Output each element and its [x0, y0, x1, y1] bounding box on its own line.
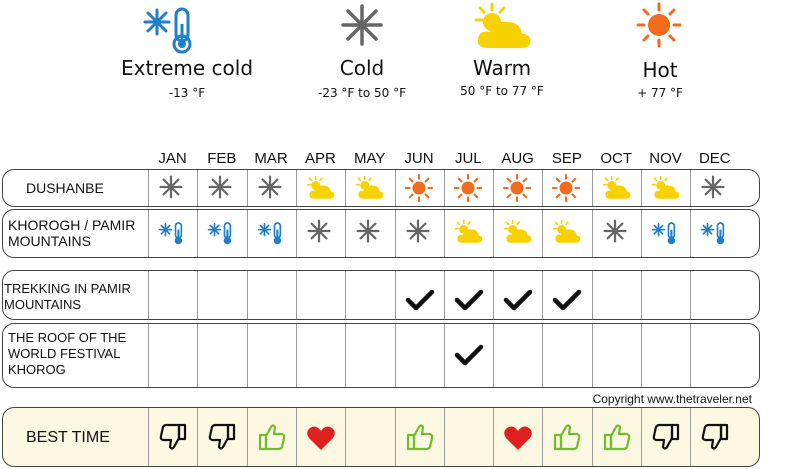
- column-divider: [197, 324, 198, 387]
- column-divider: [197, 210, 198, 257]
- legend-cold-range: -23 °F to 50 °F: [318, 86, 406, 100]
- legend-cold-title: Cold: [339, 56, 385, 80]
- month-header-mar: MAR: [254, 150, 288, 167]
- column-divider: [690, 271, 691, 319]
- extreme-cold-icon: [207, 218, 237, 253]
- sun-icon: [405, 174, 433, 207]
- column-divider: [148, 324, 149, 387]
- snowflake-icon: [602, 218, 628, 249]
- column-divider: [345, 408, 346, 466]
- column-divider: [345, 170, 346, 206]
- sun-icon: [454, 174, 482, 207]
- snowflake-icon: [257, 174, 283, 205]
- month-header-sep: SEP: [551, 150, 582, 167]
- column-divider: [296, 210, 297, 257]
- sun-icon: [503, 174, 531, 207]
- sun-cloud-icon: [651, 174, 681, 209]
- legend-hot-title: Hot: [642, 58, 678, 82]
- column-divider: [148, 271, 149, 319]
- column-divider: [197, 271, 198, 319]
- month-header-jul: JUL: [454, 150, 482, 167]
- sun-cloud-icon: [602, 174, 632, 209]
- column-divider: [395, 170, 396, 206]
- sun-cloud-icon: [470, 2, 534, 54]
- legend-warm-range: 50 °F to 77 °F: [460, 84, 544, 98]
- snowflake-icon: [207, 174, 233, 205]
- column-divider: [641, 324, 642, 387]
- checkmark-icon: [454, 343, 484, 372]
- column-divider: [345, 324, 346, 387]
- sun-cloud-icon: [306, 174, 336, 209]
- month-header-nov: NOV: [649, 150, 682, 167]
- checkmark-icon: [454, 288, 484, 317]
- snowflake-icon: [405, 218, 431, 249]
- column-divider: [542, 170, 543, 206]
- snowflake-icon: [700, 174, 726, 205]
- column-divider: [296, 408, 297, 466]
- column-divider: [197, 170, 198, 206]
- panel-best-time: [2, 407, 760, 467]
- column-divider: [592, 210, 593, 257]
- legend-extreme-cold-title: Extreme cold: [120, 56, 254, 80]
- column-divider: [444, 170, 445, 206]
- column-divider: [444, 210, 445, 257]
- column-divider: [542, 210, 543, 257]
- legend-hot-range: + 77 °F: [637, 86, 683, 100]
- column-divider: [641, 210, 642, 257]
- legend-warm-title: Warm: [472, 56, 532, 80]
- extreme-cold-icon: [651, 218, 681, 253]
- column-divider: [296, 271, 297, 319]
- column-divider: [395, 210, 396, 257]
- column-divider: [493, 408, 494, 466]
- column-divider: [247, 271, 248, 319]
- legend-extreme-cold-range: -13 °F: [168, 86, 206, 100]
- month-header-oct: OCT: [600, 150, 633, 167]
- column-divider: [690, 170, 691, 206]
- month-header-apr: APR: [304, 150, 336, 167]
- sun-icon: [552, 174, 580, 207]
- heart-icon: [306, 424, 336, 457]
- column-divider: [148, 408, 149, 466]
- sun-icon: [636, 2, 682, 48]
- snowflake-icon: [355, 218, 381, 249]
- extreme-cold-icon: [143, 6, 199, 54]
- column-divider: [493, 170, 494, 206]
- sun-cloud-icon: [454, 218, 484, 253]
- extreme-cold-icon: [257, 218, 287, 253]
- column-divider: [148, 170, 149, 206]
- column-divider: [542, 324, 543, 387]
- column-divider: [592, 271, 593, 319]
- column-divider: [395, 271, 396, 319]
- column-divider: [247, 210, 248, 257]
- column-divider: [641, 408, 642, 466]
- copyright-text: Copyright www.thetraveler.net: [592, 392, 752, 406]
- extreme-cold-icon: [700, 218, 730, 253]
- thumbs-up-icon: [552, 422, 582, 457]
- column-divider: [345, 210, 346, 257]
- checkmark-icon: [552, 288, 582, 317]
- column-divider: [493, 210, 494, 257]
- column-divider: [247, 324, 248, 387]
- thumbs-up-icon: [405, 422, 435, 457]
- row-label-festival: THE ROOF OF THE WORLD FESTIVAL KHOROG: [8, 330, 127, 377]
- sun-cloud-icon: [552, 218, 582, 253]
- month-header-may: MAY: [353, 150, 386, 167]
- month-header-dec: DEC: [698, 150, 731, 167]
- sun-cloud-icon: [503, 218, 533, 253]
- column-divider: [592, 170, 593, 206]
- thumbs-up-icon: [257, 422, 287, 457]
- column-divider: [247, 408, 248, 466]
- column-divider: [296, 170, 297, 206]
- column-divider: [592, 408, 593, 466]
- column-divider: [444, 408, 445, 466]
- snowflake-icon: [306, 218, 332, 249]
- column-divider: [296, 324, 297, 387]
- row-label-best-time: BEST TIME: [26, 429, 110, 446]
- column-divider: [641, 271, 642, 319]
- extreme-cold-icon: [158, 218, 188, 253]
- row-label-khorogh: KHOROGH / PAMIR MOUNTAINS: [8, 217, 136, 249]
- sun-cloud-icon: [355, 174, 385, 209]
- column-divider: [542, 271, 543, 319]
- column-divider: [395, 408, 396, 466]
- column-divider: [395, 324, 396, 387]
- column-divider: [493, 324, 494, 387]
- row-label-dushanbe: DUSHANBE: [26, 180, 104, 196]
- column-divider: [592, 324, 593, 387]
- thumbs-down-icon: [207, 422, 237, 457]
- column-divider: [542, 408, 543, 466]
- column-divider: [690, 408, 691, 466]
- checkmark-icon: [503, 288, 533, 317]
- thumbs-down-icon: [700, 422, 730, 457]
- snowflake-icon: [158, 174, 184, 205]
- thumbs-down-icon: [651, 422, 681, 457]
- column-divider: [444, 271, 445, 319]
- column-divider: [148, 210, 149, 257]
- row-label-trekking: TREKKING IN PAMIR MOUNTAINS: [4, 281, 131, 312]
- checkmark-icon: [405, 288, 435, 317]
- column-divider: [493, 271, 494, 319]
- column-divider: [690, 210, 691, 257]
- thumbs-up-icon: [602, 422, 632, 457]
- month-header-aug: AUG: [501, 150, 534, 167]
- column-divider: [690, 324, 691, 387]
- month-header-jan: JAN: [158, 150, 187, 167]
- heart-icon: [503, 424, 533, 457]
- column-divider: [197, 408, 198, 466]
- snowflake-icon: [341, 4, 383, 46]
- column-divider: [345, 271, 346, 319]
- column-divider: [247, 170, 248, 206]
- column-divider: [641, 170, 642, 206]
- thumbs-down-icon: [158, 422, 188, 457]
- month-header-jun: JUN: [404, 150, 434, 167]
- column-divider: [444, 324, 445, 387]
- month-header-feb: FEB: [207, 150, 237, 167]
